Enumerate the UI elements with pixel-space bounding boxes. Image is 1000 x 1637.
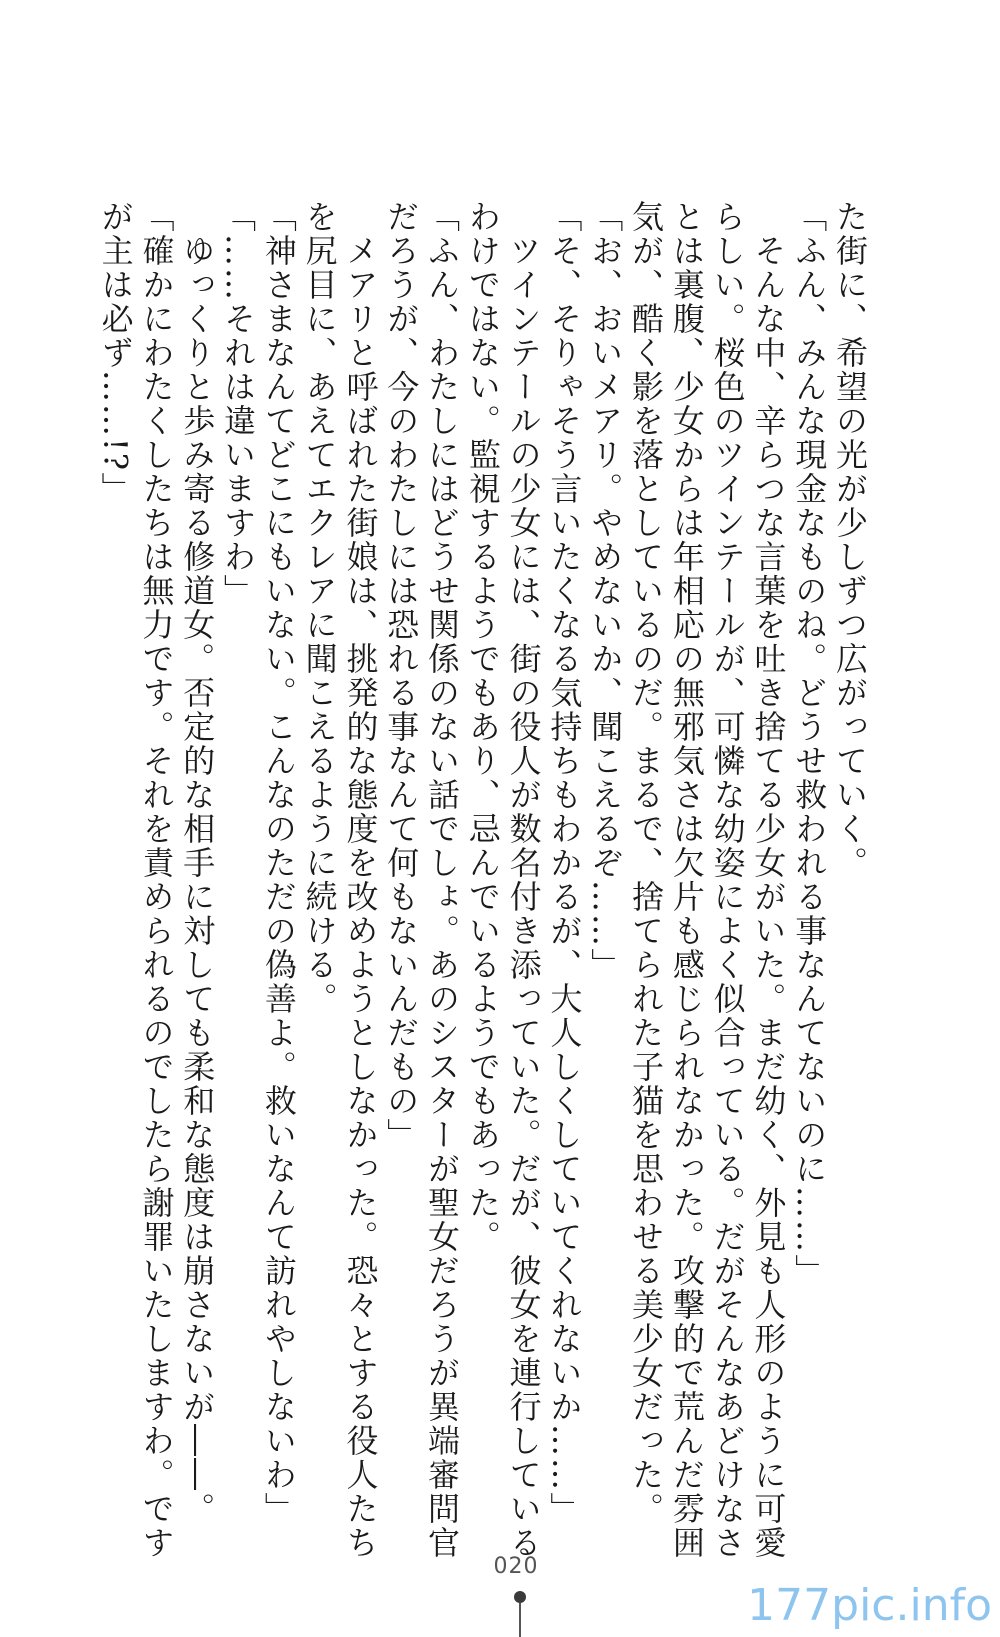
text-line: た街に、希望の光が少しずつ広がっていく。 xyxy=(831,200,869,880)
text-line: 「……それは違いますわ」 xyxy=(219,200,258,608)
page-marker-dot xyxy=(514,1591,526,1603)
text-line: わけではない。監視するようでもあり、忌んでいるようでもあった。 xyxy=(463,200,502,1254)
text-line: らしい。桜色のツインテールが、可憐な幼姿によく似合っている。だがそんなあどけなさ xyxy=(708,200,747,1560)
page-number: 020 xyxy=(493,1554,539,1579)
text-line: メアリと呼ばれた街娘は、挑発的な態度を改めようとしなかった。恐々とする役人たち xyxy=(341,200,380,1560)
text-line: そんな中、辛らつな言葉を吐き捨てる少女がいた。まだ幼く、外見も人形のように可愛 xyxy=(749,200,788,1560)
text-line: 「神さまなんてどこにもいない。こんなのただの偽善よ。救いなんて訪れやしないわ」 xyxy=(259,200,298,1526)
watermark: 177pic.info xyxy=(747,1580,992,1631)
text-line: ツインテールの少女には、街の役人が数名付き添っていた。だが、彼女を連行している xyxy=(504,200,543,1560)
novel-text-block xyxy=(96,200,870,1560)
page-marker-line xyxy=(519,1603,521,1637)
text-line: 「ふん、わたしにはどうせ関係のない話でしょ。あのシスターが聖女だろうが異端審問官 xyxy=(423,200,462,1560)
text-line: 「確かにわたくしたちは無力です。それを責められるのでしたら謝罪いたしますわ。です xyxy=(137,200,176,1560)
text-line: を尻目に、あえてエクレアに聞こえるように続ける。 xyxy=(300,200,339,1016)
text-line: 「ふん、みんな現金なものね。どうせ救われる事なんてないのに……」 xyxy=(790,200,829,1288)
text-line: だろうが、今のわたしには恐れる事なんて何もないんだもの」 xyxy=(382,200,421,1152)
text-line: 気が、酷く影を落としているのだ。まるで、捨てられた子猫を思わせる美少女だった。 xyxy=(627,200,666,1526)
text-line: 「お、おいメアリ。やめないか、聞こえるぞ……」 xyxy=(586,200,625,982)
text-line: 「そ、そりゃそう言いたくなる気持ちもわかるが、大人しくしていてくれないか……」 xyxy=(545,200,584,1526)
text-line: が主は必ず……!?」 xyxy=(96,200,135,507)
text-line: ゆっくりと歩み寄る修道女。否定的な相手に対しても柔和な態度は崩さないが――。 xyxy=(178,200,217,1526)
text-line: とは裏腹、少女からは年相応の無邪気さは欠片も感じられなかった。攻撃的で荒んだ雰囲 xyxy=(667,200,706,1560)
